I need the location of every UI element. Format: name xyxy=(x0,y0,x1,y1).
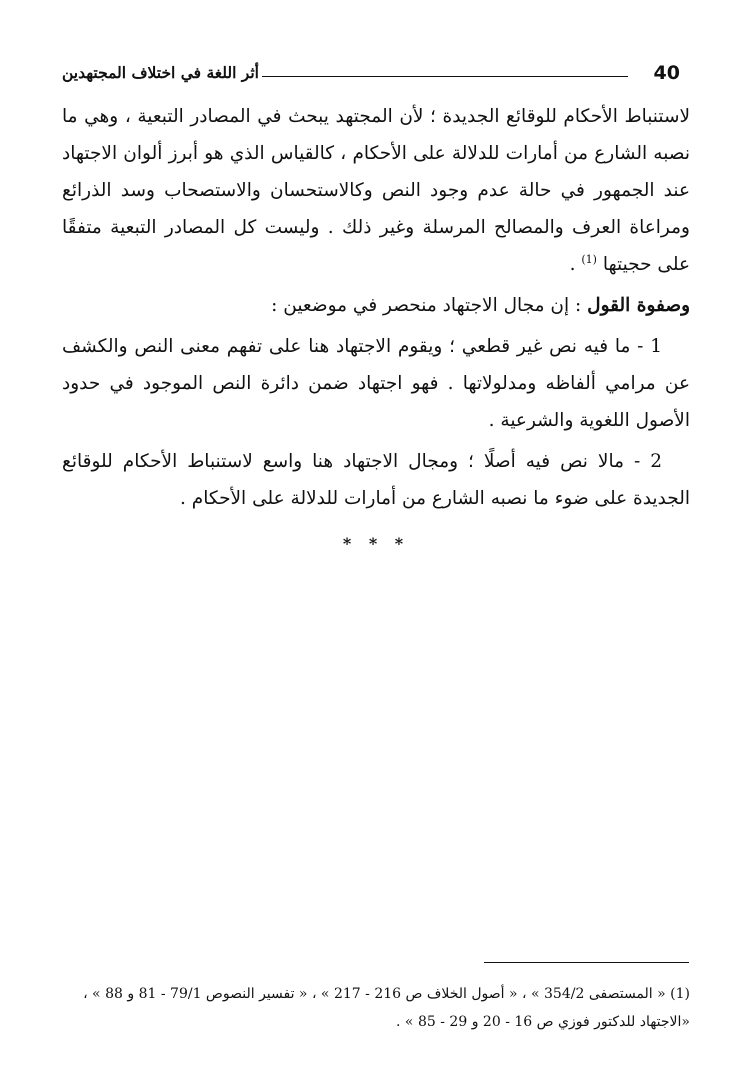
page-number: 40 xyxy=(653,62,680,84)
paragraph-summary xyxy=(62,287,690,324)
summary-text: : إن مجال الاجتهاد منحصر في موضعين : xyxy=(271,295,582,316)
footnotes xyxy=(62,980,690,1036)
section-separator: * * * xyxy=(342,534,410,553)
list-item-2: 2 - مالا نص فيه أصلًا ؛ ومجال الاجتهاد هنا واسع لاستنباط الأحكام للوقائع الجديدة على ضوء ما نصبه الشارع من أمارات للدلالة على الأحكام . xyxy=(62,451,690,509)
footnote-line-1: (1) « المستصفى 354/2 » ، « أصول الخلاف ص 216 - 217 » ، « تفسير النصوص 79/1 - 81 و 88 » ، xyxy=(83,986,690,1002)
paragraph-sources-end: . xyxy=(569,254,576,275)
main-text xyxy=(62,98,690,562)
summary-lead: وصفوة القول xyxy=(587,295,690,316)
footnote-line-2: «الاجتهاد للدكتور فوزي ص 16 - 20 و 29 - 85 » . xyxy=(396,1014,690,1030)
running-title: أثر اللغة في اختلاف المجتهدين xyxy=(62,63,259,82)
list-item-1: 1 - ما فيه نص غير قطعي ؛ ويقوم الاجتهاد هنا على تفهم معنى النص والكشف عن مرامي ألفاظه ومدلولاتها . فهو اجتهاد ضمن دائرة النص الموجود في حدود الأصول اللغوية والشرعية . xyxy=(62,336,690,431)
footnote-rule xyxy=(484,962,689,963)
paragraph-sources xyxy=(62,98,690,283)
page-header xyxy=(62,60,690,90)
footnote-reference: (1) xyxy=(581,252,597,266)
paragraph-sources-text: لاستنباط الأحكام للوقائع الجديدة ؛ لأن المجتهد يبحث في المصادر التبعية ، وهي ما نصبه الشارع من أمارات للدلالة على الأحكام ، كالقياس الذي هو أبرز ألوان الاجتهاد عند الجمهور في حالة عدم وجود النص وكالاستحسان والاستصحاب وسد الذرائع ومراعاة العرف والمصالح المرسلة وغير ذلك . وليست كل المصادر التبعية متفقًا على حجيتها xyxy=(62,106,690,275)
header-rule xyxy=(262,76,628,77)
